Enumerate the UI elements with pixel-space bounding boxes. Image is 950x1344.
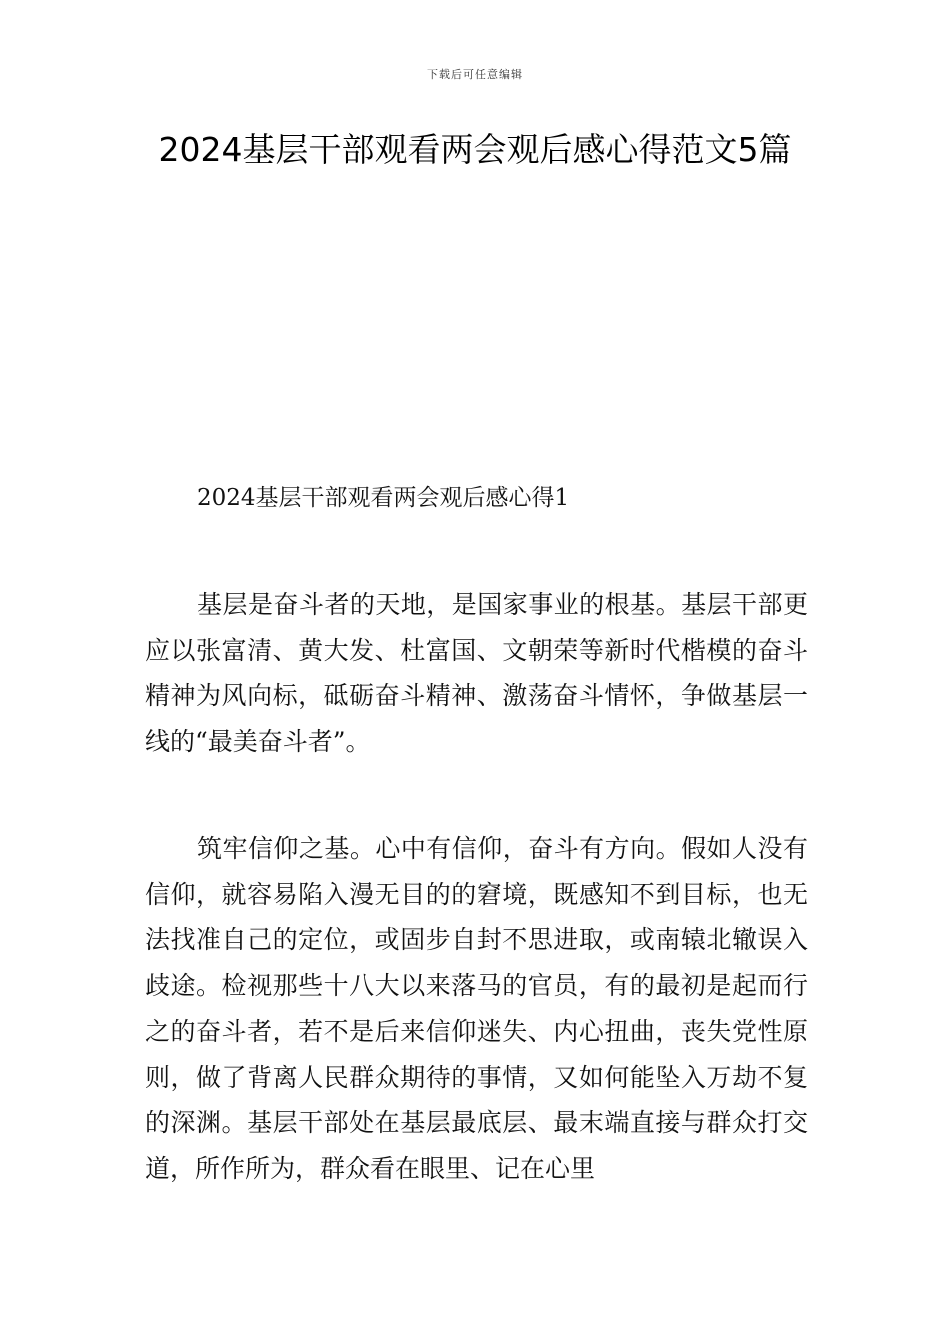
section-heading: 2024基层干部观看两会观后感心得1 — [197, 485, 570, 511]
document-title: 2024基层干部观看两会观后感心得范文5篇 — [158, 130, 792, 169]
body-paragraph-1: 基层是奋斗者的天地，是国家事业的根基。基层干部更应以张富清、黄大发、杜富国、文朝荣等新时代楷模的奋斗精神为风向标，砥砺奋斗精神、激荡奋斗情怀，争做基层一线的“最美奋斗者”。 — [145, 590, 808, 757]
body-paragraph-2: 筑牢信仰之基。心中有信仰，奋斗有方向。假如人没有信仰，就容易陷入漫无目的的窘境，既感知不到目标，也无法找准自己的定位，或固步自封不思进取，或南辕北辙误入歧途。检视那些十八大以来落马的官员，有的最初是起而行之的奋斗者，若不是后来信仰迷失、内心扭曲，丧失党性原则，做了背离人民群众期待的事情，又如何能坠入万劫不复的深渊。基层干部处在基层最底层、最末端直接与群众打交道，所作所为，群众看在眼里、记在心里 — [145, 834, 808, 1183]
header-note: 下载后可任意编辑 — [427, 68, 523, 81]
